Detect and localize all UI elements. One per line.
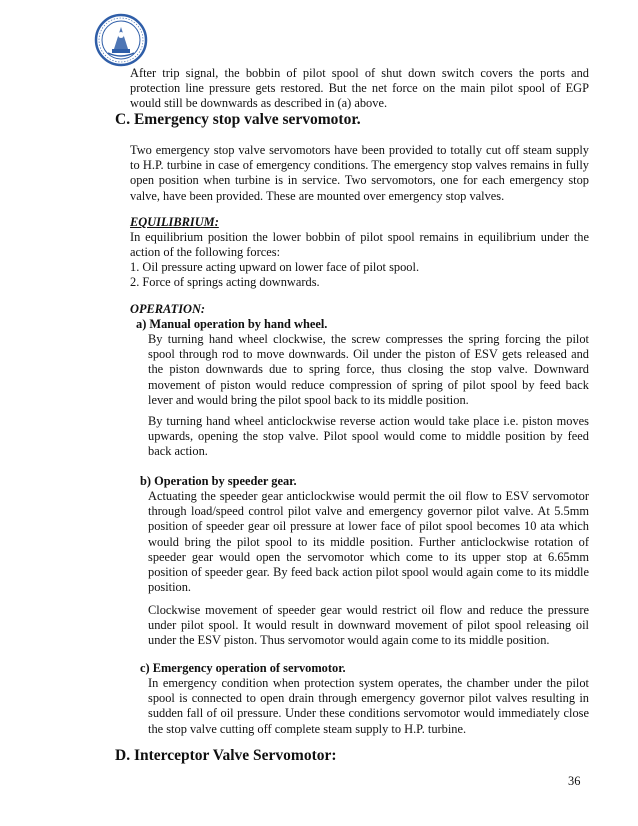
anticlockwise-paragraph: By turning hand wheel anticlockwise reverse action would take place i.e. piston moves upwards, opening the stop valve. Pilot spool would come to middle position by feed back action. (148, 414, 589, 459)
subsection-c-label: c) Emergency operation of servomotor. (140, 661, 346, 675)
force-item-2: 2. Force of springs acting downwards. (130, 275, 320, 289)
equilibrium-paragraph: In equilibrium position the lower bobbin of pilot spool remains in equilibrium under the action of the following forces: (130, 230, 589, 260)
section-heading-c: C. Emergency stop valve servomotor. (115, 111, 361, 128)
intro-paragraph: After trip signal, the bobbin of pilot spool of shut down switch covers the ports and protection line pressure gets restored. But the net force on the main pilot spool of EGP would still be downwards as described in (a) above. (130, 66, 589, 111)
esv-intro-paragraph: Two emergency stop valve servomotors have been provided to totally cut off steam supply to H.P. turbine in case of emergency conditions. The emergency stop valves remains in fully open position when turbine is in service. Two servomotors, one for each emergency stop valve, have been provided. These are mounted over emergency stop valves. (130, 143, 589, 203)
equilibrium-heading: EQUILIBRIUM: (130, 215, 219, 229)
subsection-a-label: a) Manual operation by hand wheel. (136, 317, 328, 331)
manual-operation-paragraph: By turning hand wheel clockwise, the screw compresses the spring forcing the pilot spool through rod to move downwards. Oil under the piston of ESV gets released and the piston downwards due to spring force, thus closing the stop valve. Downward movement of piston would reduce compression of spring of pilot spool by feed back lever and would bring the pilot spool back to its middle position. (148, 332, 589, 407)
emergency-operation-paragraph: In emergency condition when protection system operates, the chamber under the pilot spool is connected to open drain through emergency governor pilot valves resulting in sudden fall of oil pressure. Under these conditions servomotor would immediately close the stop valve cutting off complete steam supply to H.P. turbine. (148, 676, 589, 736)
section-heading-d: D. Interceptor Valve Servomotor: (115, 747, 337, 764)
operation-heading: OPERATION: (130, 302, 206, 316)
institution-emblem-icon (94, 13, 148, 67)
subsection-b-label: b) Operation by speeder gear. (140, 474, 297, 488)
clockwise-paragraph: Clockwise movement of speeder gear would restrict oil flow and reduce the pressure under pilot spool. It would result in downward movement of pilot spool releasing oil under the ESV piston. Thus servomotor would again come to its middle position. (148, 603, 589, 648)
speeder-gear-paragraph: Actuating the speeder gear anticlockwise would permit the oil flow to ESV servomotor through load/speed control pilot valve and emergency governor pilot valve. At 5.5mm position of speeder gear oil pressure at lower face of pilot spool becomes 10 ata which would bring the pilot spool to its middle position. Further anticlockwise rotation of speeder gear would open the servomotor which come to its upper stop at 6.65mm position of speeder gear. By feed back action pilot spool would again come to its middle position. (148, 489, 589, 595)
page-number: 36 (568, 774, 581, 788)
force-item-1: 1. Oil pressure acting upward on lower face of pilot spool. (130, 260, 420, 274)
